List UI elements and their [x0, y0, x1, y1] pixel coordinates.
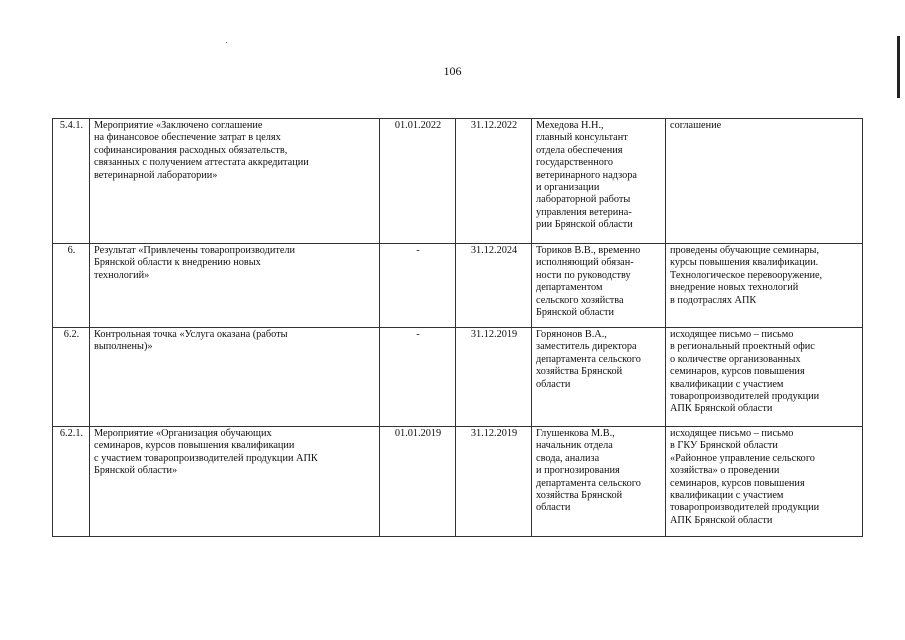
page-number: 106 [443, 64, 462, 78]
event-description: Мероприятие «Заключено соглашение на финансовое обеспечение затрат в целях софинансирования расходных обязательств, связанных с получением аттестата аккредитации ветеринарной лаборатории» [90, 119, 380, 244]
row-number: 6. [53, 244, 90, 328]
event-description: Контрольная точка «Услуга оказана (работы выполнены)» [90, 328, 380, 427]
result-document: проведены обучающие семинары, курсы повышения квалификации. Технологическое перевооружение, внедрение новых технологий в подотраслях АПК [666, 244, 863, 328]
result-document: исходящее письмо – письмо в ГКУ Брянской области «Районное управление сельского хозяйства» о проведении семинаров, курсов повышения квалификации с участием товаропроизводителей продукции АПК Брянской области [666, 427, 863, 537]
end-date: 31.12.2019 [456, 328, 532, 427]
start-date: 01.01.2022 [380, 119, 456, 244]
result-document: соглашение [666, 119, 863, 244]
row-number: 5.4.1. [53, 119, 90, 244]
row-number: 6.2. [53, 328, 90, 427]
table-row [53, 119, 863, 244]
responsible-person: Горянонов В.А., заместитель директора департамента сельского хозяйства Брянской области [532, 328, 666, 427]
responsible-person: Глушенкова М.В., начальник отдела свода, анализа и прогнозирования департамента сельского хозяйства Брянской области [532, 427, 666, 537]
end-date: 31.12.2019 [456, 427, 532, 537]
row-number: 6.2.1. [53, 427, 90, 537]
start-date: - [380, 328, 456, 427]
plan-table [52, 118, 863, 537]
responsible-person: Мехедова Н.Н., главный консультант отдела обеспечения государственного ветеринарного надзора и организации лабораторной работы управления ветерина- рии Брянской области [532, 119, 666, 244]
start-date: 01.01.2019 [380, 427, 456, 537]
responsible-person: Ториков В.В., временно исполняющий обязан- ности по руководству департаментом сельского хозяйства Брянской области [532, 244, 666, 328]
scan-dot [226, 42, 227, 43]
scan-edge-mark [897, 36, 900, 98]
end-date: 31.12.2024 [456, 244, 532, 328]
start-date: - [380, 244, 456, 328]
plan-table-body [53, 119, 863, 537]
table-row [53, 427, 863, 537]
event-description: Мероприятие «Организация обучающих семинаров, курсов повышения квалификации с участием товаропроизводителей продукции АПК Брянской области» [90, 427, 380, 537]
table-row [53, 244, 863, 328]
end-date: 31.12.2022 [456, 119, 532, 244]
result-document: исходящее письмо – письмо в региональный проектный офис о количестве организованных семинаров, курсов повышения квалификации с участием товаропроизводителей продукции АПК Брянской области [666, 328, 863, 427]
table-row [53, 328, 863, 427]
event-description: Результат «Привлечены товаропроизводители Брянской области к внедрению новых технологий» [90, 244, 380, 328]
